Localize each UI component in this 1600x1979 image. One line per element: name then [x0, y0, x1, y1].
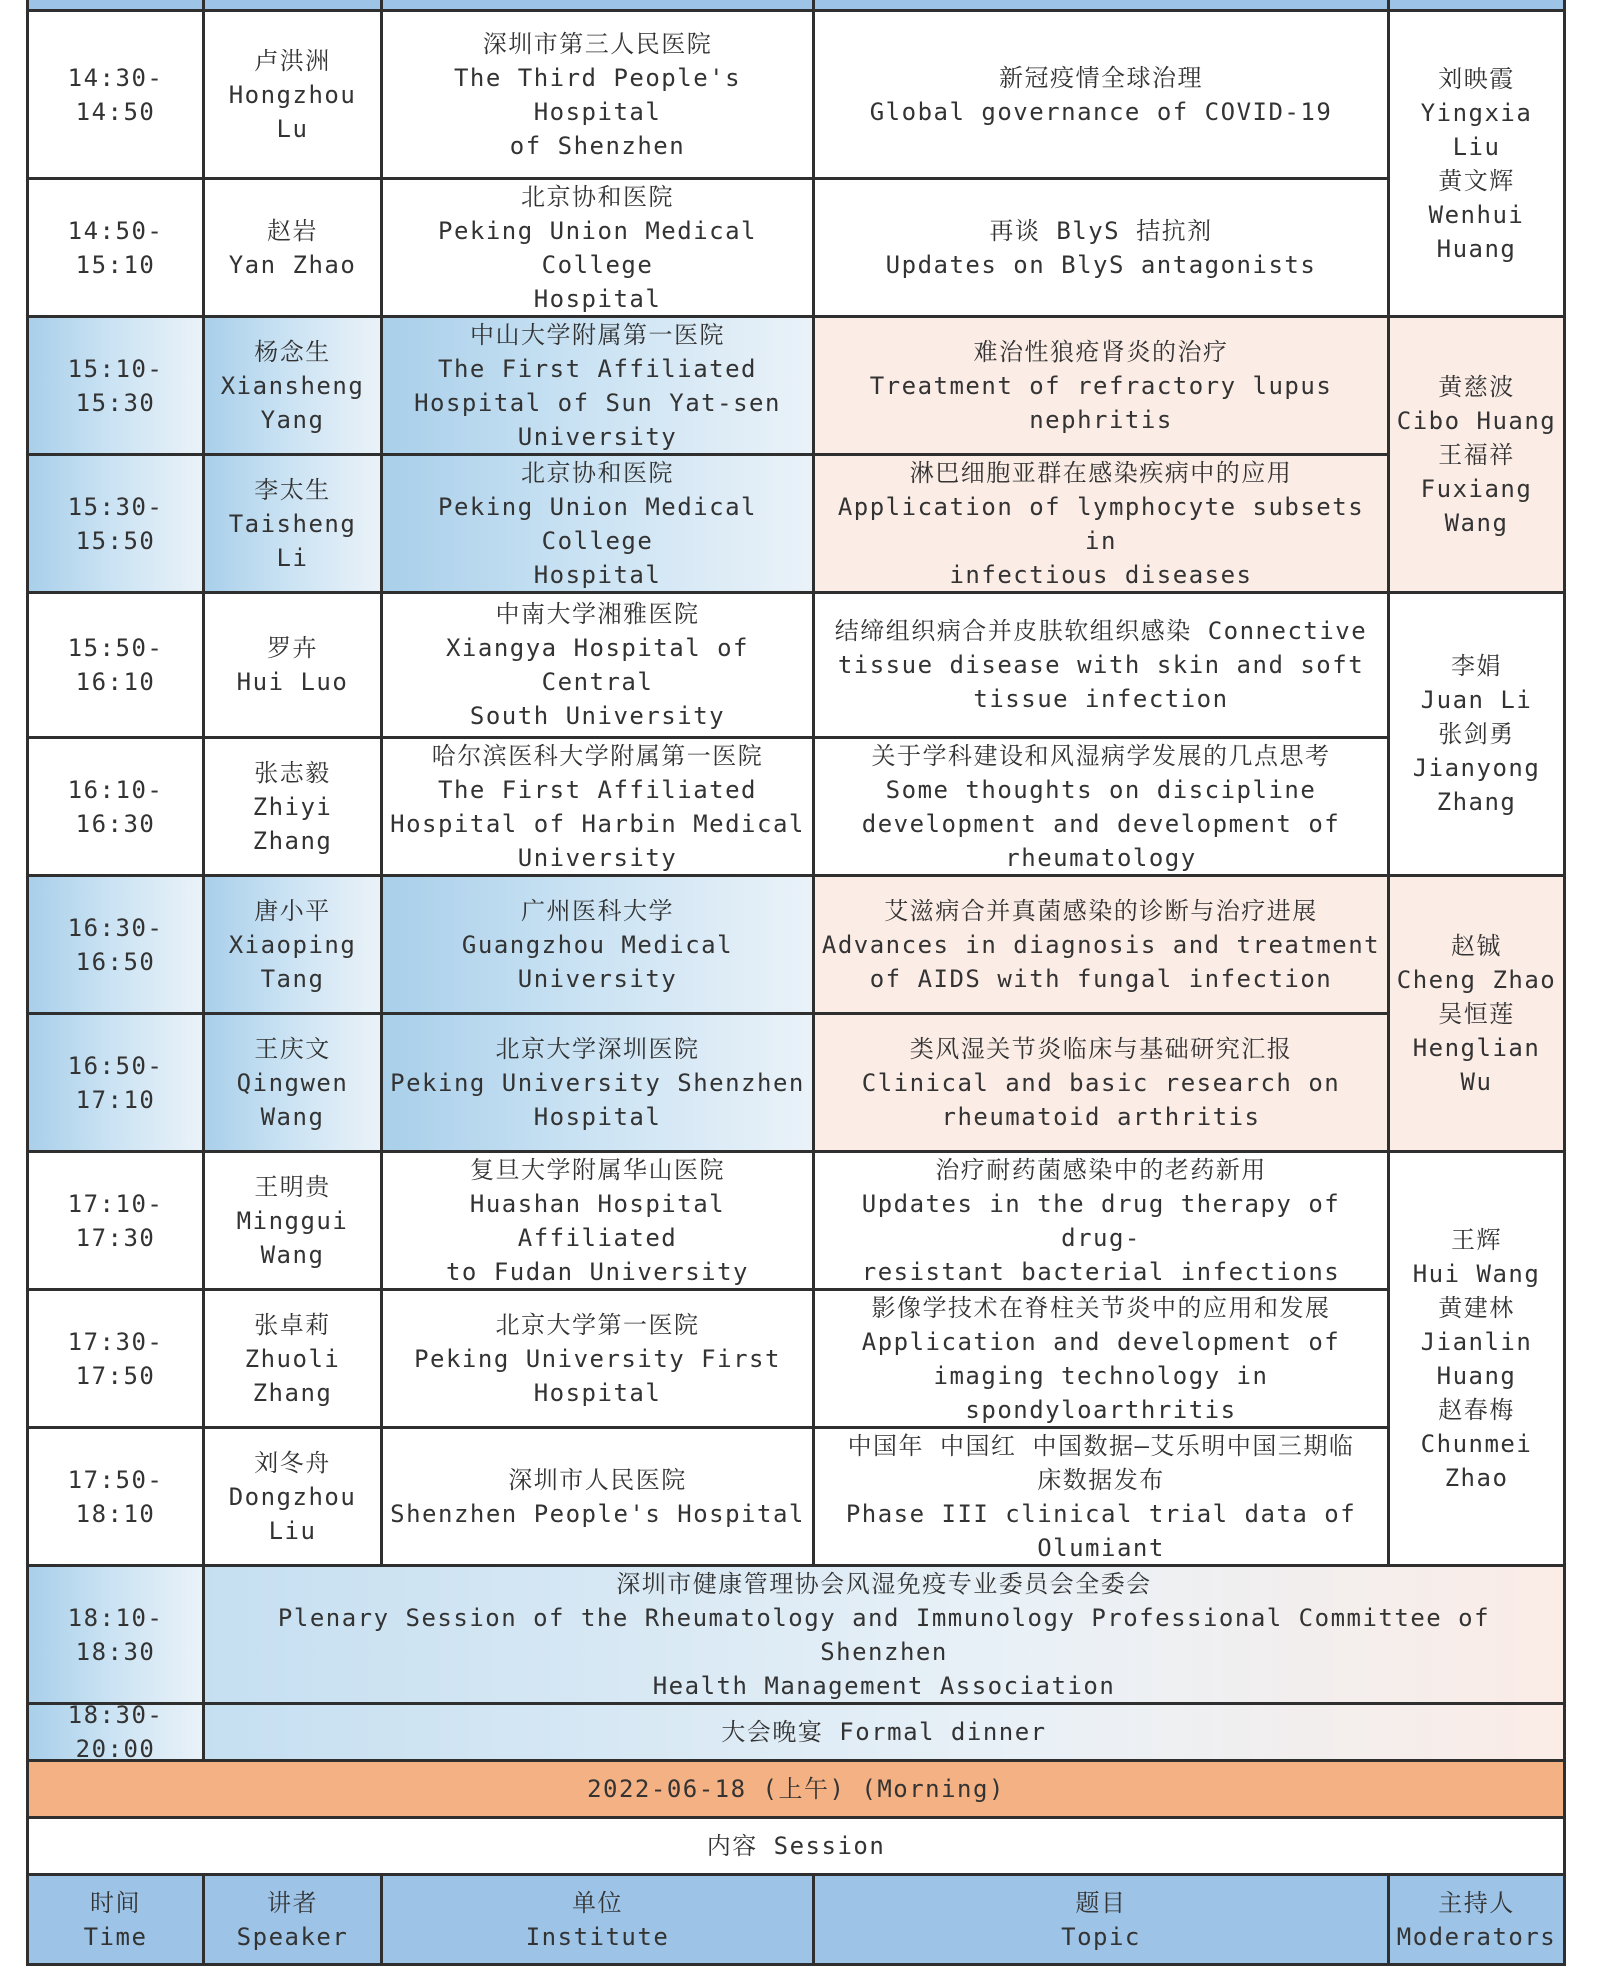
- institute-cell: 中山大学附属第一医院 The First Affiliated Hospital of Sun Yat-sen University: [383, 318, 815, 456]
- header-speaker: 讲者 Speaker: [205, 1876, 383, 1966]
- time-cell: 17:30-17:50: [26, 1291, 205, 1429]
- speaker-cell: 卢洪洲 Hongzhou Lu: [205, 12, 383, 180]
- speaker-cell: 唐小平 Xiaoping Tang: [205, 877, 383, 1015]
- moderator-cell: 黄慈波 Cibo Huang 王福祥 Fuxiang Wang: [1390, 318, 1566, 594]
- topic-cell: 再谈 BlyS 拮抗剂 Updates on BlyS antagonists: [815, 180, 1390, 318]
- moderator-cell: 王辉 Hui Wang 黄建林 Jianlin Huang 赵春梅 Chunmei Zhao: [1390, 1153, 1566, 1567]
- time-cell: 14:30-14:50: [26, 12, 205, 180]
- time-cell: 16:50-17:10: [26, 1015, 205, 1153]
- time-cell: 15:50-16:10: [26, 594, 205, 739]
- time-cell: 16:30-16:50: [26, 877, 205, 1015]
- time-cell: 15:10-15:30: [26, 318, 205, 456]
- topic-cell: 艾滋病合并真菌感染的诊断与治疗进展 Advances in diagnosis and treatment of AIDS with fungal infection: [815, 877, 1390, 1015]
- institute-cell: 哈尔滨医科大学附属第一医院 The First Affiliated Hospital of Harbin Medical University: [383, 739, 815, 877]
- header-time: 时间 Time: [26, 1876, 205, 1966]
- speaker-cell: 刘冬舟 Dongzhou Liu: [205, 1429, 383, 1567]
- institute-cell: 广州医科大学 Guangzhou Medical University: [383, 877, 815, 1015]
- time-cell: 18:10-18:30: [26, 1567, 205, 1705]
- speaker-cell: 罗卉 Hui Luo: [205, 594, 383, 739]
- moderator-cell: 李娟 Juan Li 张剑勇 Jianyong Zhang: [1390, 594, 1566, 877]
- topic-cell: 关于学科建设和风湿病学发展的几点思考 Some thoughts on discipline development and development of rheumatology: [815, 739, 1390, 877]
- plenary-session-cell: 深圳市健康管理协会风湿免疫专业委员会全委会 Plenary Session of the Rheumatology and Immunology Professional Committee of Shenzhen Health Management Association: [205, 1567, 1566, 1705]
- speaker-cell: 张志毅 Zhiyi Zhang: [205, 739, 383, 877]
- topic-cell: 影像学技术在脊柱关节炎中的应用和发展 Application and development of imaging technology in spondyloarthritis: [815, 1291, 1390, 1429]
- topic-cell: 难治性狼疮肾炎的治疗 Treatment of refractory lupus nephritis: [815, 318, 1390, 456]
- dinner-cell: 大会晚宴 Formal dinner: [205, 1705, 1566, 1762]
- institute-cell: 北京协和医院 Peking Union Medical College Hospital: [383, 456, 815, 594]
- topic-cell: 淋巴细胞亚群在感染疾病中的应用 Application of lymphocyte subsets in infectious diseases: [815, 456, 1390, 594]
- time-cell: 18:30-20:00: [26, 1705, 205, 1762]
- time-cell: 17:50-18:10: [26, 1429, 205, 1567]
- time-cell: 15:30-15:50: [26, 456, 205, 594]
- session-label-row: [26, 1819, 1566, 1876]
- institute-cell: 深圳市人民医院 Shenzhen People's Hospital: [383, 1429, 815, 1567]
- date-bar-row: [26, 1762, 1566, 1819]
- date-bar: 2022-06-18 (上午) (Morning): [26, 1762, 1566, 1819]
- moderator-group: [26, 1153, 1566, 1567]
- topic-cell: 结缔组织病合并皮肤软组织感染 Connective tissue disease with skin and soft tissue infection: [815, 594, 1390, 739]
- institute-cell: 深圳市第三人民医院 The Third People's Hospital of Shenzhen: [383, 12, 815, 180]
- session-label: 内容 Session: [26, 1819, 1566, 1876]
- header-row-top: [26, 0, 1566, 12]
- header-moderators: 主持人 Moderators: [1390, 1876, 1566, 1966]
- speaker-cell: 张卓莉 Zhuoli Zhang: [205, 1291, 383, 1429]
- time-cell: 16:10-16:30: [26, 739, 205, 877]
- header-row: [26, 1876, 1566, 1966]
- institute-cell: 北京大学深圳医院 Peking University Shenzhen Hospital: [383, 1015, 815, 1153]
- moderator-group: [26, 12, 1566, 318]
- speaker-cell: 王庆文 Qingwen Wang: [205, 1015, 383, 1153]
- dinner-row: [26, 1705, 1566, 1762]
- institute-cell: 复旦大学附属华山医院 Huashan Hospital Affiliated to Fudan University: [383, 1153, 815, 1291]
- moderator-cell: 赵铖 Cheng Zhao 吴恒莲 Henglian Wu: [1390, 877, 1566, 1153]
- speaker-cell: 赵岩 Yan Zhao: [205, 180, 383, 318]
- moderator-group: [26, 594, 1566, 877]
- speaker-cell: 王明贵 Minggui Wang: [205, 1153, 383, 1291]
- moderator-group: [26, 877, 1566, 1153]
- plenary-row: [26, 1567, 1566, 1705]
- moderator-cell: 刘映霞 Yingxia Liu 黄文辉 Wenhui Huang: [1390, 12, 1566, 318]
- speaker-cell: 杨念生 Xiansheng Yang: [205, 318, 383, 456]
- topic-cell: 新冠疫情全球治理 Global governance of COVID-19: [815, 12, 1390, 180]
- institute-cell: 北京大学第一医院 Peking University First Hospital: [383, 1291, 815, 1429]
- institute-cell: 北京协和医院 Peking Union Medical College Hospital: [383, 180, 815, 318]
- topic-cell: 治疗耐药菌感染中的老药新用 Updates in the drug therapy of drug- resistant bacterial infections: [815, 1153, 1390, 1291]
- header-institute: 单位 Institute: [383, 1876, 815, 1966]
- time-cell: 14:50-15:10: [26, 180, 205, 318]
- institute-cell: 中南大学湘雅医院 Xiangya Hospital of Central South University: [383, 594, 815, 739]
- moderator-group: [26, 318, 1566, 594]
- time-cell: 17:10-17:30: [26, 1153, 205, 1291]
- topic-cell: 类风湿关节炎临床与基础研究汇报 Clinical and basic research on rheumatoid arthritis: [815, 1015, 1390, 1153]
- topic-cell: 中国年 中国红 中国数据—艾乐明中国三期临 床数据发布 Phase III clinical trial data of Olumiant: [815, 1429, 1390, 1567]
- speaker-cell: 李太生 Taisheng Li: [205, 456, 383, 594]
- header-topic: 题目 Topic: [815, 1876, 1390, 1966]
